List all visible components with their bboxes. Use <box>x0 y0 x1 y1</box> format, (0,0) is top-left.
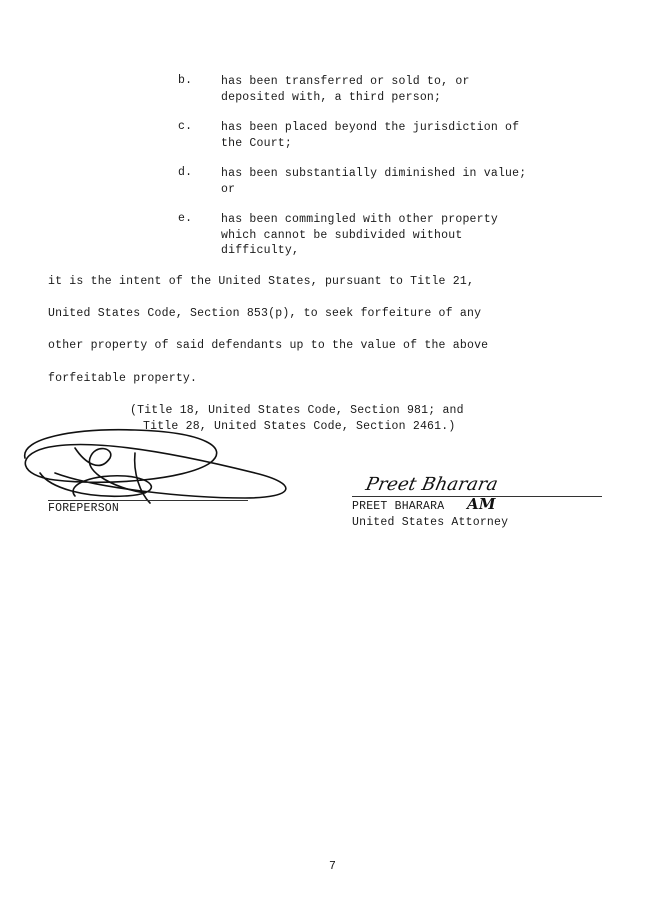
citation-line-1: (Title 18, United States Code, Section 981; and <box>130 404 464 417</box>
list-text: has been substantially diminished in value; or <box>221 167 527 196</box>
paragraph-line: it is the intent of the United States, pursuant to Title 21, <box>48 275 475 288</box>
paragraph-line: United States Code, Section 853(p), to seek forfeiture of any <box>48 307 482 320</box>
list-letter: b. <box>178 74 193 87</box>
list-text: has been transferred or sold to, or deposited with, a third person; <box>221 75 470 104</box>
page-number: 7 <box>329 860 337 873</box>
attorney-title: United States Attorney <box>352 516 509 529</box>
attorney-signature-text: Preet Bharara <box>363 474 500 495</box>
citation-line-2: Title 28, United States Code, Section 2461.) <box>143 420 456 433</box>
attorney-name: PREET BHARARA <box>352 500 445 513</box>
list-text: has been commingled with other property which cannot be subdivided without difficulty, <box>221 213 498 257</box>
list-letter: e. <box>178 212 193 225</box>
foreperson-label: FOREPERSON <box>48 502 120 515</box>
foreperson-signature-line <box>48 500 248 501</box>
attorney-initials: AM <box>467 495 496 513</box>
list-text: has been placed beyond the jurisdiction of the Court; <box>221 121 520 150</box>
list-letter: c. <box>178 120 193 133</box>
paragraph-line: other property of said defendants up to the value of the above <box>48 339 489 352</box>
foreperson-signature <box>15 418 305 513</box>
paragraph-line: forfeitable property. <box>48 372 198 385</box>
attorney-initials-mark <box>466 494 498 516</box>
list-letter: d. <box>178 166 193 179</box>
